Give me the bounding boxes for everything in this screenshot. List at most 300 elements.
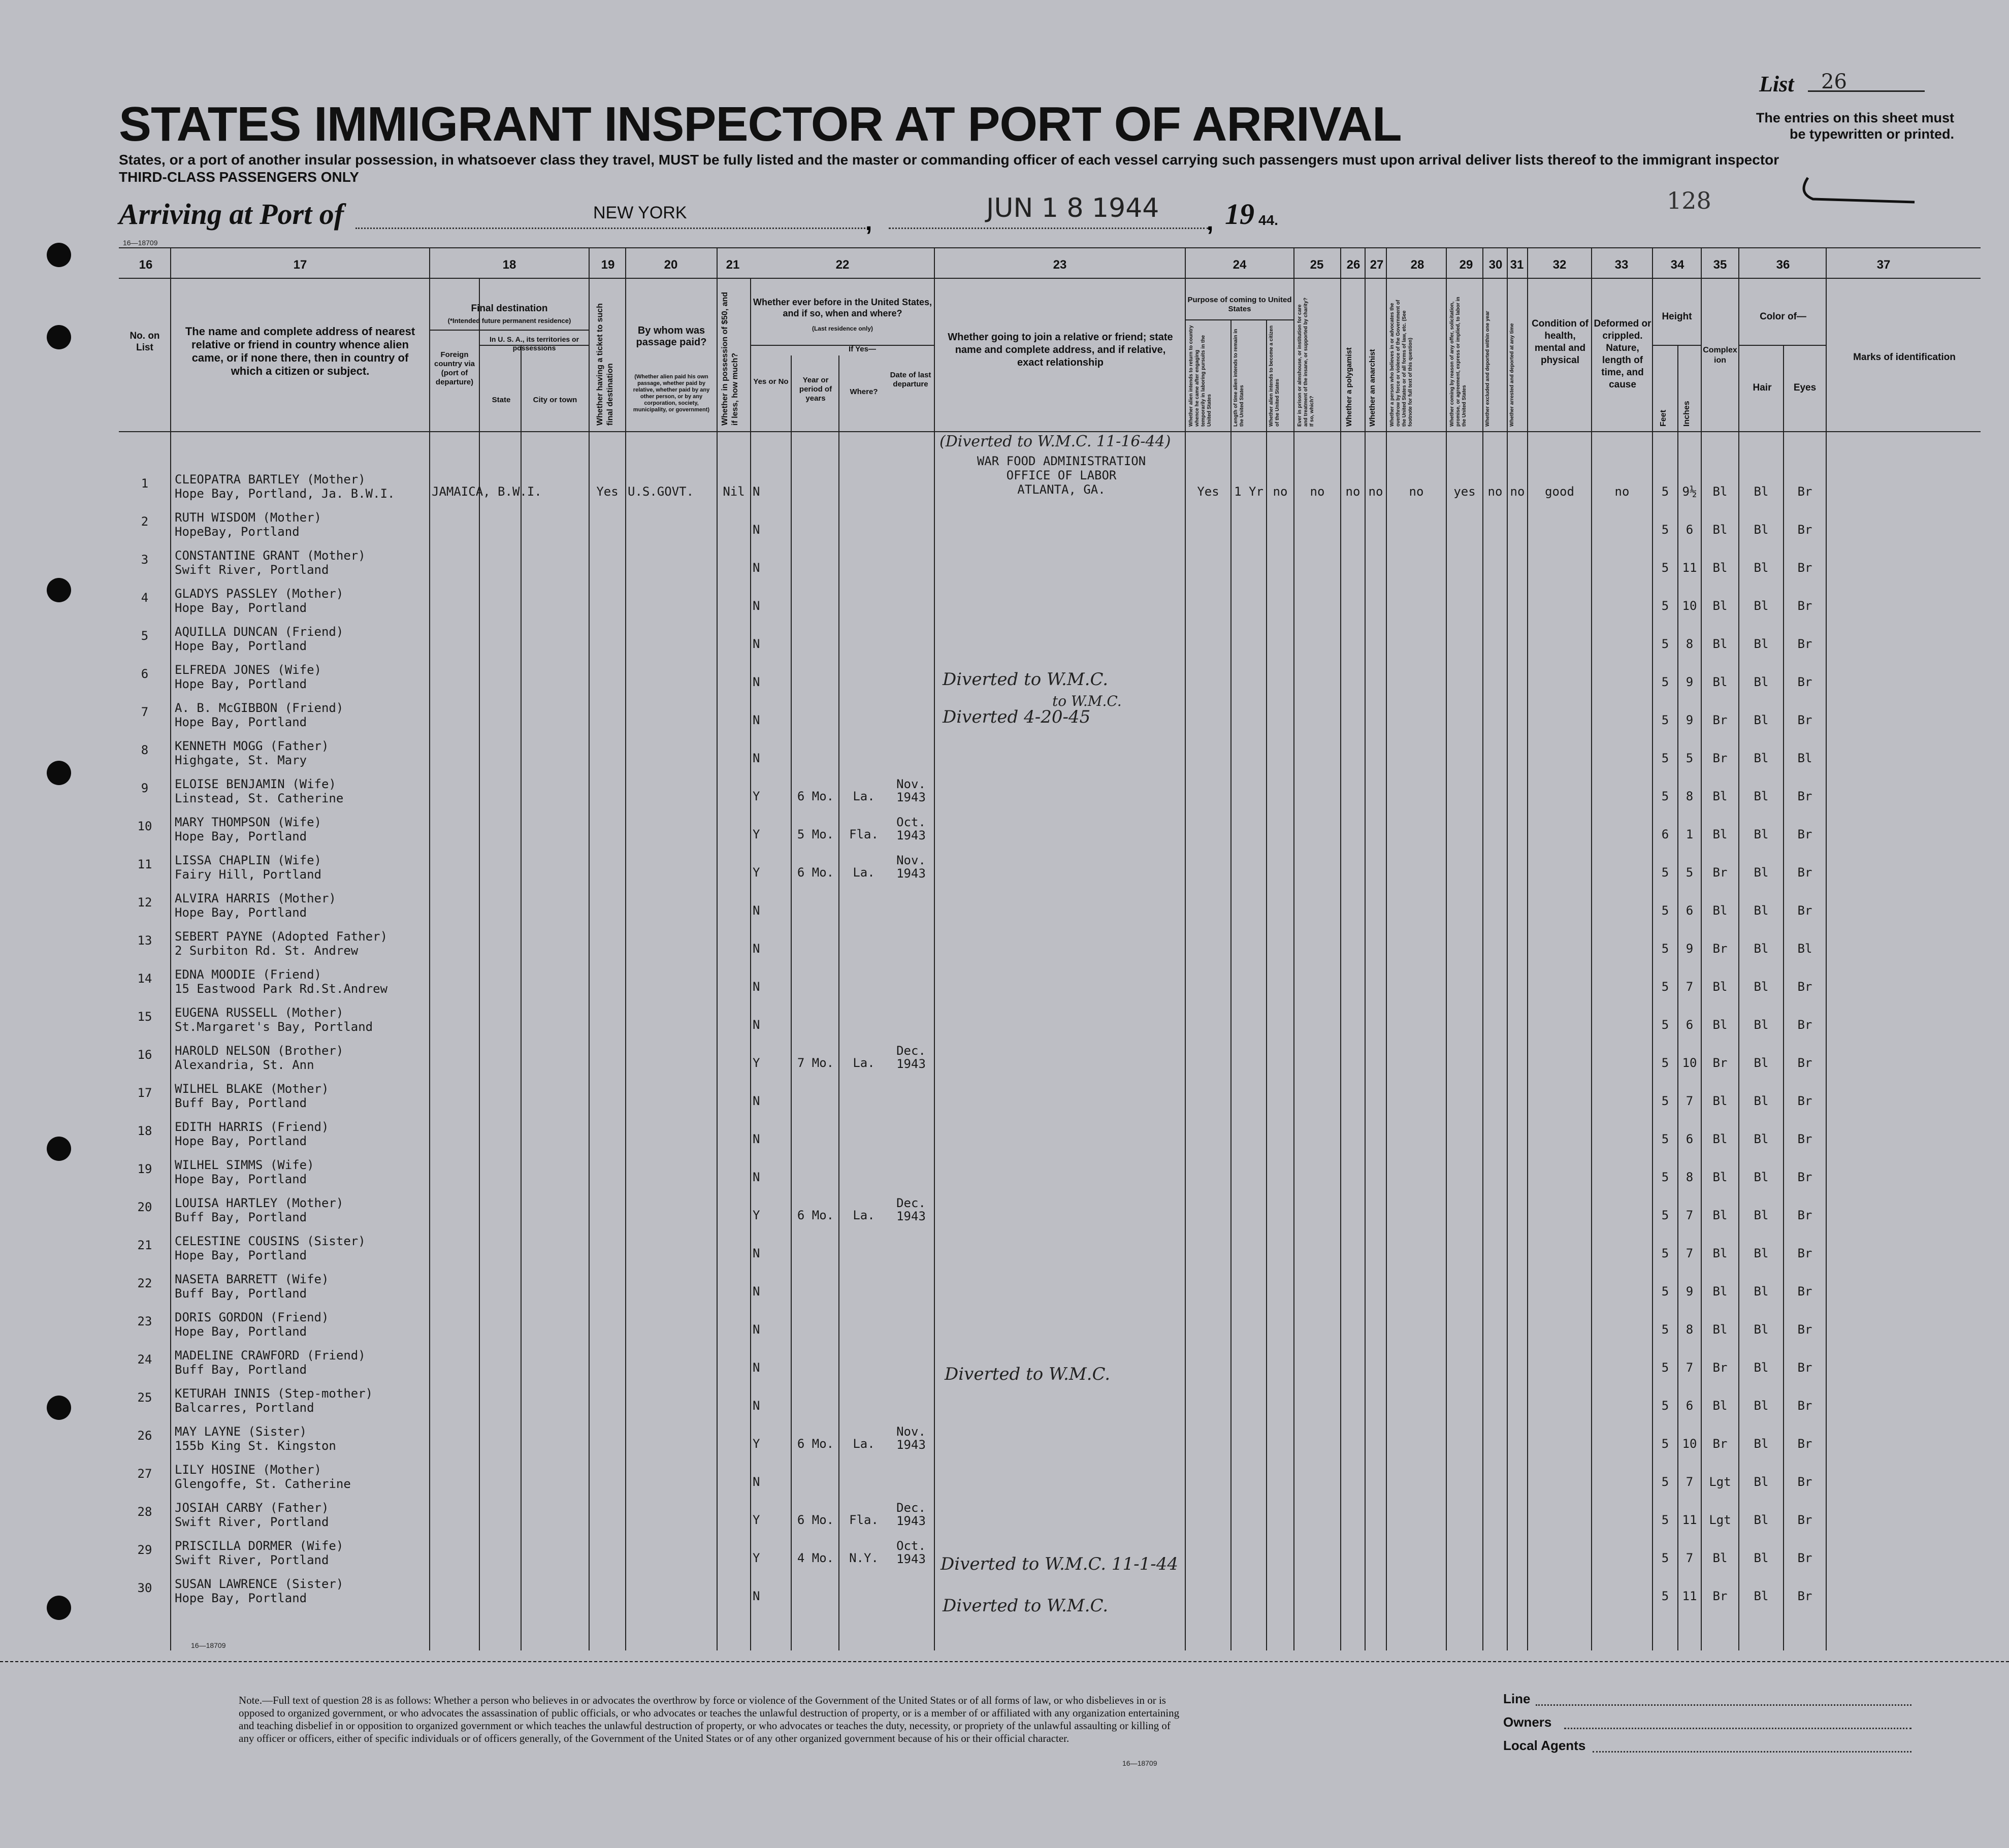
subtitle-line: States, or a port of another insular possession, in whatsoever class they travel, MUST be fully listed and the master or commanding officer of each vessel carrying such passengers must upon arrival deliver lists thereof to the immigrant inspector: [119, 152, 1779, 168]
cell-citizen: no: [1273, 484, 1288, 499]
cell-ft: 5: [1661, 713, 1669, 727]
relative-name: HAROLD NELSON (Brother): [175, 1044, 344, 1058]
relative-name: DORIS GORDON (Friend): [175, 1310, 329, 1324]
cell-in: 9½: [1682, 484, 1697, 499]
cell-in: 7: [1686, 1094, 1694, 1108]
cell-ft: 5: [1661, 523, 1669, 537]
cell-date2: 1943: [896, 1438, 926, 1452]
relative-address: Hope Bay, Portland: [175, 1134, 307, 1148]
cell-yn: N: [753, 1589, 760, 1603]
join-line: WAR FOOD ADMINISTRATION: [977, 454, 1146, 468]
header-purpose-citizen: Whether alien intends to become a citizen of the United States: [1269, 326, 1280, 427]
cell-yn: N: [753, 637, 760, 651]
relative-address: Hope Bay, Portland: [175, 1591, 307, 1605]
cell-yn: N: [753, 675, 760, 689]
cell-hair: Bl: [1754, 827, 1769, 841]
cell-where: La.: [853, 1056, 875, 1070]
cell-eyes: Br: [1797, 1551, 1812, 1565]
relative-name: LOUISA HARTLEY (Mother): [175, 1196, 344, 1210]
cell-date1: Nov.: [896, 853, 926, 867]
cell-hair: Bl: [1754, 637, 1769, 651]
cell-no: 1: [141, 476, 149, 491]
relative-name: CELESTINE COUSINS (Sister): [175, 1234, 366, 1248]
cell-hair: Bl: [1754, 1360, 1769, 1375]
cell-date1: Dec.: [896, 1044, 926, 1058]
relative-name: KETURAH INNIS (Step-mother): [175, 1386, 373, 1401]
header-ticket: Whether having a ticket to such final destination: [596, 303, 614, 426]
column-number: 37: [1876, 258, 1891, 272]
header-foreign-country: Foreign country via (port of departure): [434, 350, 475, 386]
cell-eyes: Br: [1797, 599, 1812, 613]
column-number: 21: [726, 258, 740, 272]
form-code: 16—18709: [191, 1641, 226, 1649]
relative-address: Hope Bay, Portland: [175, 677, 307, 691]
header-last-residence: (Last residence only): [812, 325, 873, 332]
cell-no: 27: [137, 1467, 152, 1481]
cell-comp: Bl: [1712, 903, 1728, 918]
relative-address: St.Margaret's Bay, Portland: [175, 1020, 373, 1034]
relative-address: Hope Bay, Portland: [175, 715, 307, 729]
cell-eyes: Br: [1797, 1056, 1812, 1070]
cell-comp: Bl: [1712, 561, 1728, 575]
cell-no: 24: [137, 1352, 152, 1367]
cell-hair: Bl: [1754, 789, 1769, 803]
cell-ft: 5: [1661, 637, 1669, 651]
cell-hair: Bl: [1754, 1284, 1769, 1299]
cell-in: 8: [1686, 1170, 1694, 1184]
cell-yn: N: [753, 1170, 760, 1184]
column-number: 30: [1488, 258, 1503, 272]
relative-address: Hope Bay, Portland: [175, 601, 307, 615]
relative-address: Hope Bay, Portland, Ja. B.W.I.: [175, 487, 395, 501]
cell-eyes: Br: [1797, 1284, 1812, 1299]
header-ever-before-us: Whether ever before in the United States, and if so, when and where?: [753, 297, 932, 318]
cell-date1: Nov.: [896, 1424, 926, 1439]
cell-no: 22: [137, 1276, 152, 1290]
handwritten-annotation: Diverted to W.M.C.: [943, 1596, 1109, 1616]
cell-in: 10: [1682, 1056, 1697, 1070]
agents-label: Local Agents: [1503, 1738, 1586, 1753]
cell-comp: Bl: [1712, 1170, 1728, 1184]
header-join-relative: Whether going to join a relative or friend; state name and complete address, and if relative, exact relationship: [948, 332, 1173, 368]
cell-in: 7: [1686, 1551, 1694, 1565]
cell-comp: Bl: [1712, 1208, 1728, 1222]
cell-eyes: Br: [1797, 865, 1812, 880]
cell-ft: 6: [1661, 827, 1669, 841]
cell-period: 7 Mo.: [797, 1056, 834, 1070]
cell-in: 8: [1686, 789, 1694, 803]
relative-name: MARY THOMPSON (Wife): [175, 815, 321, 829]
relative-address: Balcarres, Portland: [175, 1401, 314, 1415]
cell-no: 13: [137, 933, 152, 948]
cell-comp: Bl: [1712, 1284, 1728, 1299]
cell-in: 11: [1682, 1513, 1697, 1527]
header-year-period: Year or period of years: [799, 376, 832, 403]
cell-no: 26: [137, 1429, 152, 1443]
header-health: Condition of health, mental and physical: [1532, 318, 1589, 366]
cell-ft: 5: [1661, 980, 1669, 994]
cell-eyes: Br: [1797, 1132, 1812, 1146]
cell-hair: Bl: [1754, 599, 1769, 613]
relative-name: MADELINE CRAWFORD (Friend): [175, 1348, 366, 1363]
cell-hair: Bl: [1754, 1513, 1769, 1527]
cell-comp: Bl: [1712, 980, 1728, 994]
cell-in: 5: [1686, 865, 1694, 880]
cell-hair: Bl: [1754, 903, 1769, 918]
cell-c30: no: [1487, 484, 1503, 499]
column-number: 25: [1310, 258, 1324, 272]
relative-address: Linstead, St. Catherine: [175, 791, 344, 805]
column-number: 17: [293, 258, 307, 272]
cell-ft: 5: [1661, 1437, 1669, 1451]
relative-address: Buff Bay, Portland: [175, 1210, 307, 1224]
relative-name: AQUILLA DUNCAN (Friend): [175, 625, 344, 639]
relative-address: Hope Bay, Portland: [175, 1324, 307, 1339]
cell-ft: 5: [1661, 1475, 1669, 1489]
handwritten-annotation: Diverted to W.M.C.: [945, 1364, 1111, 1384]
cell-ft: 5: [1661, 1322, 1669, 1337]
relative-address: Alexandria, St. Ann: [175, 1058, 314, 1072]
column-number: 32: [1552, 258, 1567, 272]
cell-comp: Br: [1712, 1437, 1728, 1451]
owners-label: Owners: [1503, 1714, 1552, 1730]
cell-no: 2: [141, 514, 149, 529]
cell-ft: 5: [1661, 1018, 1669, 1032]
cell-eyes: Br: [1797, 713, 1812, 727]
header-deported: Whether arrested and deported at any time: [1509, 323, 1515, 427]
cell-yn: N: [753, 1018, 760, 1032]
cell-ft: 5: [1661, 1551, 1669, 1565]
cell-comp: Br: [1712, 1360, 1728, 1375]
cell-ft: 5: [1661, 751, 1669, 765]
cell-yn: Y: [753, 1056, 760, 1070]
document-title: STATES IMMIGRANT INSPECTOR AT PORT OF ARRIVAL: [119, 97, 1402, 151]
cell-in: 5: [1686, 751, 1694, 765]
cell-hair: Bl: [1754, 751, 1769, 765]
relative-name: ELOISE BENJAMIN (Wife): [175, 777, 336, 791]
cell-hair: Bl: [1754, 713, 1769, 727]
cell-ticket: Yes: [596, 484, 619, 499]
join-address: [941, 454, 1182, 497]
cell-in: 6: [1686, 523, 1694, 537]
form-code: 16—18709: [1122, 1759, 1157, 1767]
cell-date1: Oct.: [896, 815, 926, 829]
relative-name: CONSTANTINE GRANT (Mother): [175, 548, 366, 563]
relative-name: WILHEL SIMMS (Wife): [175, 1158, 314, 1172]
cell-where: Fla.: [849, 1513, 879, 1527]
cell-eyes: Br: [1797, 1360, 1812, 1375]
cell-eyes: Br: [1797, 1018, 1812, 1032]
cell-ft: 5: [1661, 789, 1669, 803]
cell-eyes: Br: [1797, 1513, 1812, 1527]
cell-eyes: Br: [1797, 903, 1812, 918]
cell-yn: N: [753, 1246, 760, 1260]
cell-yn: N: [753, 1475, 760, 1489]
relative-name: A. B. McGIBBON (Friend): [175, 701, 344, 715]
relative-address: Hope Bay, Portland: [175, 1248, 307, 1262]
entries-note-line: The entries on this sheet must: [1756, 110, 1954, 125]
relative-address: Fairy Hill, Portland: [175, 867, 321, 882]
cell-where: La.: [853, 1437, 875, 1451]
cell-ft: 5: [1661, 1132, 1669, 1146]
column-number: 19: [601, 258, 615, 272]
header-final-destination-sub: (*Intended future permanent residence): [447, 317, 571, 325]
header-passage-paid-sub: (Whether alien paid his own passage, whether paid by relative, whether paid by any other person, or by any corporation, society, municipality, or government): [633, 374, 710, 413]
relative-address: 15 Eastwood Park Rd.St.Andrew: [175, 982, 388, 996]
cell-length: 1 Yr: [1234, 484, 1263, 499]
cell-yn: Y: [753, 865, 760, 880]
cell-comp: Bl: [1712, 1018, 1728, 1032]
cell-yn: N: [753, 713, 760, 727]
cell-ft: 5: [1661, 1589, 1669, 1603]
relative-name: EDITH HARRIS (Friend): [175, 1120, 329, 1134]
cell-hair: Bl: [1754, 1322, 1769, 1337]
cell-eyes: Br: [1797, 484, 1812, 499]
page-code: 128: [1667, 187, 1711, 214]
cell-comp: Bl: [1712, 1322, 1728, 1337]
cell-no: 14: [137, 971, 152, 986]
cell-no: 28: [137, 1505, 152, 1519]
cell-eyes: Br: [1797, 1589, 1812, 1603]
cell-no: 23: [137, 1314, 152, 1328]
comma: ,: [1207, 209, 1214, 236]
cell-eyes: Br: [1797, 1437, 1812, 1451]
relative-name: SUSAN LAWRENCE (Sister): [175, 1577, 344, 1591]
cell-where: La.: [853, 789, 875, 803]
cell-in: 8: [1686, 1322, 1694, 1337]
cell-comp: Br: [1712, 865, 1728, 880]
cell-ft: 5: [1661, 1170, 1669, 1184]
year-suffix: 44.: [1258, 212, 1278, 228]
column-number: 34: [1670, 258, 1684, 272]
column-number: 23: [1053, 258, 1067, 272]
cell-comp: Bl: [1712, 599, 1728, 613]
cell-c31: no: [1510, 484, 1525, 499]
cell-dest: JAMAICA, B.W.I.: [432, 484, 542, 499]
relative-address: Hope Bay, Portland: [175, 639, 307, 653]
relative-address: Swift River, Portland: [175, 1515, 329, 1529]
cell-yn: Y: [753, 1551, 760, 1565]
header-deformed: Deformed or crippled. Nature, length of time, and cause: [1594, 318, 1651, 390]
cell-ft: 5: [1661, 599, 1669, 613]
header-no-on-list: No. on List: [129, 331, 160, 353]
cell-ft: 5: [1661, 865, 1669, 880]
cell-yn: N: [753, 1094, 760, 1108]
cell-yn: N: [753, 1322, 760, 1337]
cell-in: 7: [1686, 1208, 1694, 1222]
date-stamp: JUN 1 8 1944: [986, 193, 1159, 223]
cell-ft: 5: [1661, 675, 1669, 689]
relative-name: LILY HOSINE (Mother): [175, 1463, 321, 1477]
column-number: 20: [664, 258, 678, 272]
relative-address: Hope Bay, Portland: [175, 905, 307, 920]
header-height: Height: [1662, 311, 1692, 322]
comma: ,: [865, 209, 872, 236]
cell-eyes: Br: [1797, 1170, 1812, 1184]
handwritten-annotation: (Diverted to W.M.C. 11-16-44): [939, 433, 1171, 450]
cell-in: 8: [1686, 637, 1694, 651]
cell-eyes: Br: [1797, 1475, 1812, 1489]
cell-no: 19: [137, 1162, 152, 1176]
cell-ft: 5: [1661, 1094, 1669, 1108]
cell-comp: Bl: [1712, 523, 1728, 537]
cell-date1: Dec.: [896, 1501, 926, 1515]
cell-hair: Bl: [1754, 1094, 1769, 1108]
cell-hair: Bl: [1754, 675, 1769, 689]
header-state: State: [492, 396, 511, 404]
cell-comp: Bl: [1712, 1094, 1728, 1108]
cell-comp: Br: [1712, 1589, 1728, 1603]
cell-health: good: [1545, 484, 1574, 499]
list-label: List: [1759, 72, 1794, 96]
cell-period: 6 Mo.: [797, 1513, 834, 1527]
join-line: OFFICE OF LABOR: [1006, 468, 1117, 482]
cell-no: 3: [141, 553, 149, 567]
header-fifty-dollars: Whether in possession of $50, and if less, how much?: [721, 291, 739, 426]
cell-ft: 5: [1661, 942, 1669, 956]
cell-yn: Y: [753, 1437, 760, 1451]
header-yes-no: Yes or No: [753, 377, 789, 386]
relative-address: Buff Bay, Portland: [175, 1286, 307, 1301]
footnote-question-28: Note.—Full text of question 28 is as follows: Whether a person who believes in or advocates the overthrow by force or violence of the Government of the United States or of all forms of law, or who disbelieves in or is opposed to organized government, or who advocates the assassination of public officials, or who advocates or teaches the unlawful destruction of property, or is a member of or affiliated with any organization entertaining and teaching disbelief in or opposition to organized government or which teaches the unlawful destruction of property, or who advocates or teaches the duty, necessity, or propriety of the unlawful assaulting or killing of any officer or officers, either of specific individuals or of officers generally, of the Government of the United States or of any other organized government because of his or their official character.: [239, 1694, 1180, 1744]
cell-no: 15: [137, 1010, 152, 1024]
cell-eyes: Br: [1797, 1094, 1812, 1108]
agents-field: [1593, 1751, 1911, 1753]
cell-hair: Bl: [1754, 1437, 1769, 1451]
cell-in: 9: [1686, 713, 1694, 727]
header-labor-offer: Whether coming by reason of any offer, solicitation, promise, or agreement, express or implied, to labor in the United States: [1449, 297, 1467, 427]
cell-comp: Br: [1712, 1056, 1728, 1070]
cell-yn: N: [753, 1399, 760, 1413]
relative-address: HopeBay, Portland: [175, 525, 300, 539]
cell-in: 7: [1686, 1246, 1694, 1260]
header-purpose: Purpose of coming to United States: [1187, 296, 1292, 313]
cell-date1: Nov.: [896, 777, 926, 791]
cell-purpose: Yes: [1197, 484, 1219, 499]
relative-name: CLEOPATRA BARTLEY (Mother): [175, 472, 366, 487]
cell-yn: N: [753, 942, 760, 956]
cell-c28: no: [1409, 484, 1424, 499]
cell-ft: 5: [1661, 1360, 1669, 1375]
cell-c29: yes: [1453, 484, 1476, 499]
cell-where: Fla.: [849, 827, 879, 841]
form-code: 16—18709: [123, 239, 158, 247]
header-prison: Ever in prison or almshouse, or institution for care and treatment of the insane, or supported by charity? If so, which?: [1297, 298, 1315, 427]
relative-name: EUGENA RUSSELL (Mother): [175, 1006, 344, 1020]
cell-yn: Y: [753, 827, 760, 841]
cell-ft: 5: [1661, 1399, 1669, 1413]
cell-in: 6: [1686, 903, 1694, 918]
cell-eyes: Br: [1797, 1322, 1812, 1337]
cell-no: 4: [141, 591, 149, 605]
relative-name: NASETA BARRETT (Wife): [175, 1272, 329, 1286]
cell-comp: Lgt: [1709, 1513, 1731, 1527]
cell-hair: Bl: [1754, 1589, 1769, 1603]
cell-yn: Y: [753, 1208, 760, 1222]
line-field: [1536, 1704, 1911, 1706]
cell-comp: Bl: [1712, 1132, 1728, 1146]
cell-comp: Bl: [1712, 1551, 1728, 1565]
relative-address: Hope Bay, Portland: [175, 829, 307, 844]
cell-yn: N: [753, 1284, 760, 1299]
cell-comp: Br: [1712, 751, 1728, 765]
cell-date2: 1943: [896, 866, 926, 881]
cell-hair: Bl: [1754, 865, 1769, 880]
cell-no: 20: [137, 1200, 152, 1214]
cell-period: 6 Mo.: [797, 1437, 834, 1451]
header-overthrow: Whether a person who believes in or advocates the overthrow by force or violence of the Government of the United States or of all forms of law, etc. (See footnote for full text of this question): [1389, 300, 1413, 427]
cell-no: 8: [141, 743, 149, 757]
cell-ft: 5: [1661, 1284, 1669, 1299]
arriving-label: Arriving at Port of: [119, 198, 344, 231]
cell-comp: Br: [1712, 942, 1728, 956]
line-label: Line: [1503, 1691, 1531, 1706]
relative-name: WILHEL BLAKE (Mother): [175, 1082, 329, 1096]
relative-address: Buff Bay, Portland: [175, 1363, 307, 1377]
cell-period: 6 Mo.: [797, 1208, 834, 1222]
relative-name: JOSIAH CARBY (Father): [175, 1501, 329, 1515]
cell-date1: Oct.: [896, 1539, 926, 1553]
year-prefix: 19: [1225, 198, 1254, 231]
handwritten-annotation: Diverted 4-20-45: [943, 707, 1091, 727]
cell-in: 1: [1686, 827, 1694, 841]
cell-period: 6 Mo.: [797, 789, 834, 803]
cell-deformed: no: [1614, 484, 1630, 499]
cell-hair: Bl: [1754, 523, 1769, 537]
cell-eyes: Br: [1797, 523, 1812, 537]
cell-where: N.Y.: [849, 1551, 879, 1565]
cell-comp: Br: [1712, 713, 1728, 727]
header-purpose-length: Length of time alien intends to remain in the United States: [1233, 329, 1245, 427]
header-inches: Inches: [1682, 401, 1691, 427]
header-eyes: Eyes: [1793, 382, 1817, 393]
column-number: 24: [1233, 258, 1247, 272]
cell-c27: no: [1368, 484, 1383, 499]
cell-hair: Bl: [1754, 1399, 1769, 1413]
header-anarchist: Whether an anarchist: [1368, 349, 1377, 427]
cell-no: 18: [137, 1124, 152, 1138]
cell-hair: Bl: [1754, 942, 1769, 956]
handwritten-annotation: Diverted to W.M.C.: [943, 669, 1109, 690]
cell-period: 6 Mo.: [797, 865, 834, 880]
header-city: City or town: [533, 396, 577, 404]
cell-no: 12: [137, 895, 152, 910]
cell-hair: Bl: [1754, 1170, 1769, 1184]
cell-eyes: Br: [1797, 1246, 1812, 1260]
cell-hair: Bl: [1754, 484, 1769, 499]
cell-date2: 1943: [896, 828, 926, 842]
cell-hair: Bl: [1754, 1132, 1769, 1146]
port-value: NEW YORK: [593, 203, 687, 222]
cell-yn: Y: [753, 789, 760, 803]
cell-date2: 1943: [896, 1209, 926, 1223]
column-number: 16: [139, 258, 153, 272]
cell-in: 10: [1682, 599, 1697, 613]
column-number: 26: [1346, 258, 1360, 272]
cell-yn: N: [753, 1132, 760, 1146]
cell-eyes: Bl: [1797, 942, 1812, 956]
cell-hair: Bl: [1754, 1056, 1769, 1070]
cell-comp: Bl: [1712, 789, 1728, 803]
cell-comp: Bl: [1712, 675, 1728, 689]
header-passage-paid: By whom was passage paid?: [636, 325, 707, 348]
relative-address: Swift River, Portland: [175, 1553, 329, 1567]
cell-in: 10: [1682, 1437, 1697, 1451]
cell-paid: U.S.GOVT.: [628, 484, 694, 499]
relative-name: MAY LAYNE (Sister): [175, 1424, 307, 1439]
cell-no: 25: [137, 1390, 152, 1405]
cell-in: 7: [1686, 980, 1694, 994]
